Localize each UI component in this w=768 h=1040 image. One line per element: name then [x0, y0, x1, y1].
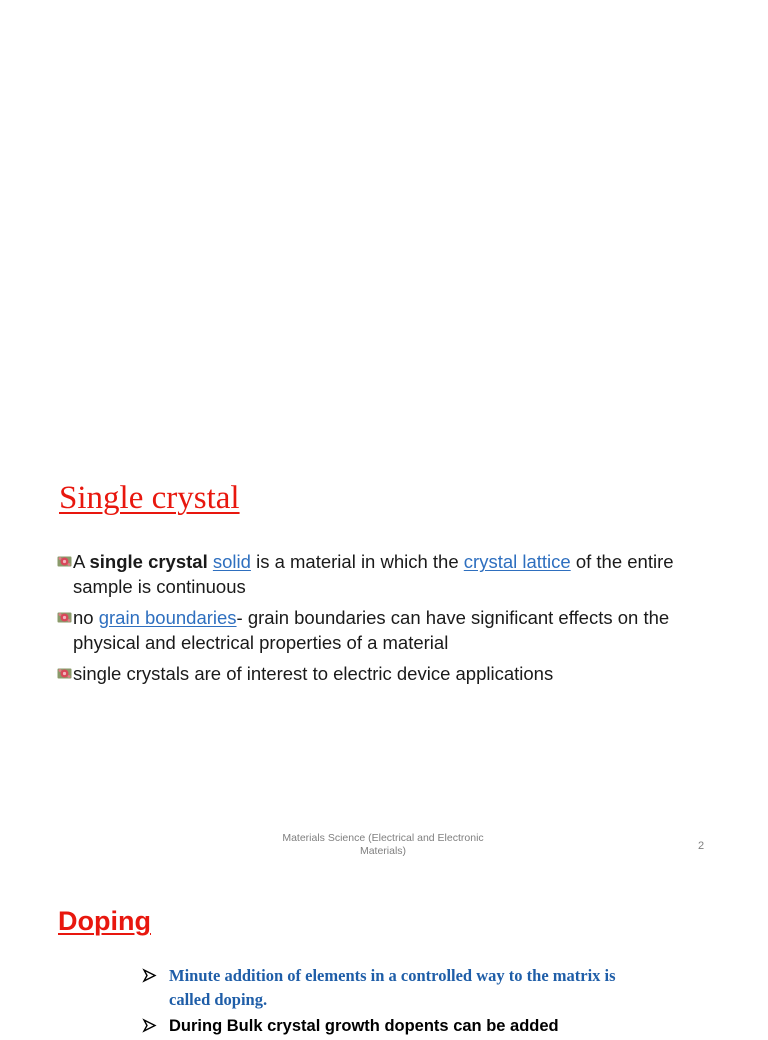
- list-item: [140, 964, 660, 1012]
- bullet-text: A: [73, 551, 90, 572]
- bullet-term: single crystal: [89, 551, 208, 572]
- slide-footer: Materials Science (Electrical and Electronic Materials): [282, 832, 484, 857]
- grain-boundaries-link[interactable]: grain boundaries: [98, 607, 237, 628]
- flower-bullet-icon: [57, 611, 72, 624]
- page-number: 2: [698, 840, 705, 852]
- doping-list: [140, 964, 660, 1040]
- doping-title: Doping: [58, 906, 151, 936]
- arrow-bullet-icon: [143, 1019, 156, 1032]
- slide-title: Single crystal: [59, 480, 240, 516]
- doping-item-text: Minute addition of elements in a controlled way to the matrix is called doping.: [169, 966, 616, 1009]
- bullet-text: - grain boundaries can have significant effects on the physical and electrical properties of a material: [73, 607, 670, 653]
- bullet-list: [57, 549, 717, 692]
- crystal-lattice-link[interactable]: crystal lattice: [463, 551, 571, 572]
- list-item: [57, 661, 717, 686]
- list-item: [140, 1014, 660, 1038]
- list-item: [57, 549, 717, 599]
- bullet-text: of the entire sample is continuous: [73, 551, 674, 597]
- bullet-text: single crystals are of interest to electric device applications: [73, 663, 554, 684]
- flower-bullet-icon: [57, 555, 72, 568]
- arrow-bullet-icon: [143, 969, 156, 982]
- solid-link[interactable]: solid: [212, 551, 251, 572]
- list-item: [57, 605, 717, 655]
- doping-item-text: During Bulk crystal growth dopents can be added: [169, 1017, 559, 1035]
- bullet-text: is a material in which the: [250, 551, 464, 572]
- bullet-text: no: [73, 607, 99, 628]
- flower-bullet-icon: [57, 667, 72, 680]
